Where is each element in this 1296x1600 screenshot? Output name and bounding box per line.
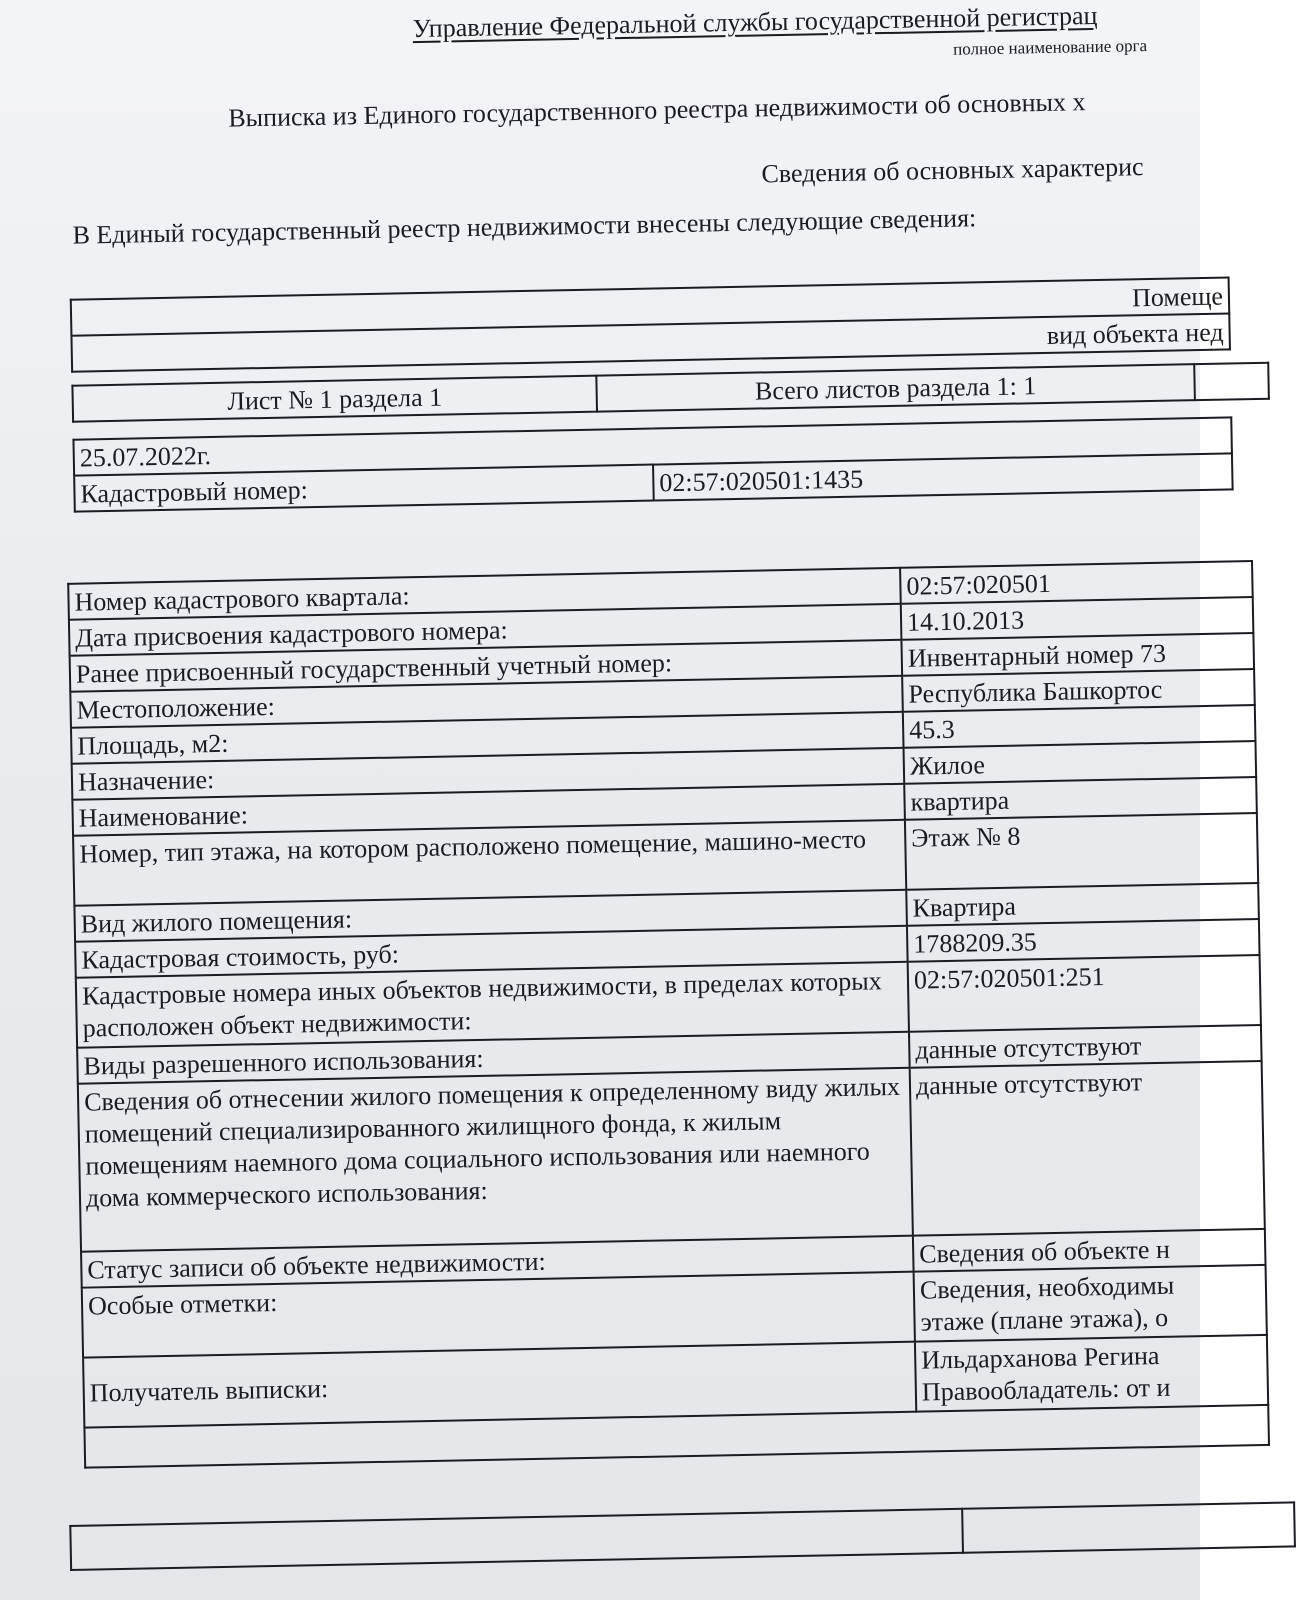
sheet-total: Всего листов раздела 1: 1: [596, 364, 1195, 411]
agency-name: Управление Федеральной службы государственной регистрац: [412, 0, 1098, 44]
row-value: [915, 1335, 1268, 1412]
record-date: 25.07.2022г.: [73, 417, 1231, 475]
row-value: данные отсутствуют: [910, 1061, 1265, 1236]
document-title: Выписка из Единого государственного реестра недвижимости об основных х: [228, 87, 1086, 133]
row-value: Республика Башкортос: [902, 669, 1255, 712]
row-value: 02:57:020501: [900, 561, 1253, 604]
row-label: Особые отметки:: [82, 1272, 915, 1358]
agency-caption: полное наименование орга: [952, 35, 1148, 59]
row-label: Статус записи об объекте недвижимости:: [81, 1236, 914, 1288]
row-label: Вид жилого помещения:: [74, 890, 907, 942]
row-value: Инвентарный номер 73: [901, 633, 1254, 676]
row-value: Квартира: [906, 883, 1259, 926]
row-label: Кадастровая стоимость, руб:: [75, 926, 908, 978]
sheet-number: Лист № 1 раздела 1: [72, 376, 597, 422]
record-id-table: [72, 416, 1233, 512]
row-value-line: Ильдарханова Регина: [921, 1340, 1160, 1375]
row-value: 02:57:020501:251: [908, 955, 1261, 1032]
row-value-line: этаже (плане этажа), о: [920, 1302, 1169, 1337]
characteristics-table: [67, 560, 1270, 1469]
row-label: Дата присвоения кадастрового номера:: [69, 604, 902, 656]
next-section-table: [69, 1501, 1296, 1571]
row-label: Местоположение:: [70, 676, 903, 728]
intro-text: В Единый государственный реестр недвижимости внесены следующие сведения:: [72, 203, 977, 250]
sheet-extra-cell: [1194, 363, 1269, 400]
row-value: 45.3: [903, 705, 1256, 748]
row-value: [914, 1265, 1267, 1342]
empty-cell: [962, 1502, 1295, 1552]
row-label: Получатель выписки:: [83, 1342, 916, 1428]
row-label: Площадь, м2:: [71, 712, 904, 764]
cadastral-number-value: 02:57:020501:1435: [653, 453, 1233, 500]
table-row: [78, 1061, 1265, 1252]
row-value: 14.10.2013: [901, 597, 1254, 640]
document-subtitle: Сведения об основных характерис: [761, 152, 1144, 189]
row-value: данные отсутствуют: [909, 1025, 1262, 1068]
row-label: Кадастровые номера иных объектов недвижимости, в пределах которых расположен объект недвижимости:: [76, 962, 909, 1048]
row-label: Виды разрешенного использования:: [77, 1032, 910, 1084]
object-type-table: [70, 276, 1231, 372]
row-label: Номер кадастрового квартала:: [68, 568, 901, 620]
empty-cell: [70, 1509, 963, 1570]
row-label: Номер, тип этажа, на котором расположено помещение, машино-место: [73, 820, 906, 906]
row-label: Назначение:: [72, 748, 905, 800]
row-value: Этаж № 8: [905, 813, 1258, 890]
row-label: Сведения об отнесении жилого помещения к определенному виду жилых помещений специализированного жилищного фонда, к жилым помещениям наемного дома социального использования или наемного дома коммерческого использования:: [78, 1068, 913, 1252]
row-value: Жилое: [904, 741, 1257, 784]
row-value: 1788209.35: [907, 919, 1260, 962]
sheet-info-table: [71, 362, 1270, 423]
row-label: Наименование:: [72, 784, 905, 836]
object-type-caption: вид объекта нед: [71, 313, 1229, 371]
row-value-line: Правообладатель: от и: [921, 1372, 1171, 1407]
object-type: Помеще: [71, 277, 1229, 335]
row-value-line: Сведения, необходимы: [919, 1270, 1175, 1305]
row-value: квартира: [904, 777, 1257, 820]
cadastral-number-label: Кадастровый номер:: [74, 465, 654, 512]
row-label: Ранее присвоенный государственный учетный номер:: [70, 640, 903, 692]
row-value: Сведения об объекте н: [913, 1229, 1266, 1272]
